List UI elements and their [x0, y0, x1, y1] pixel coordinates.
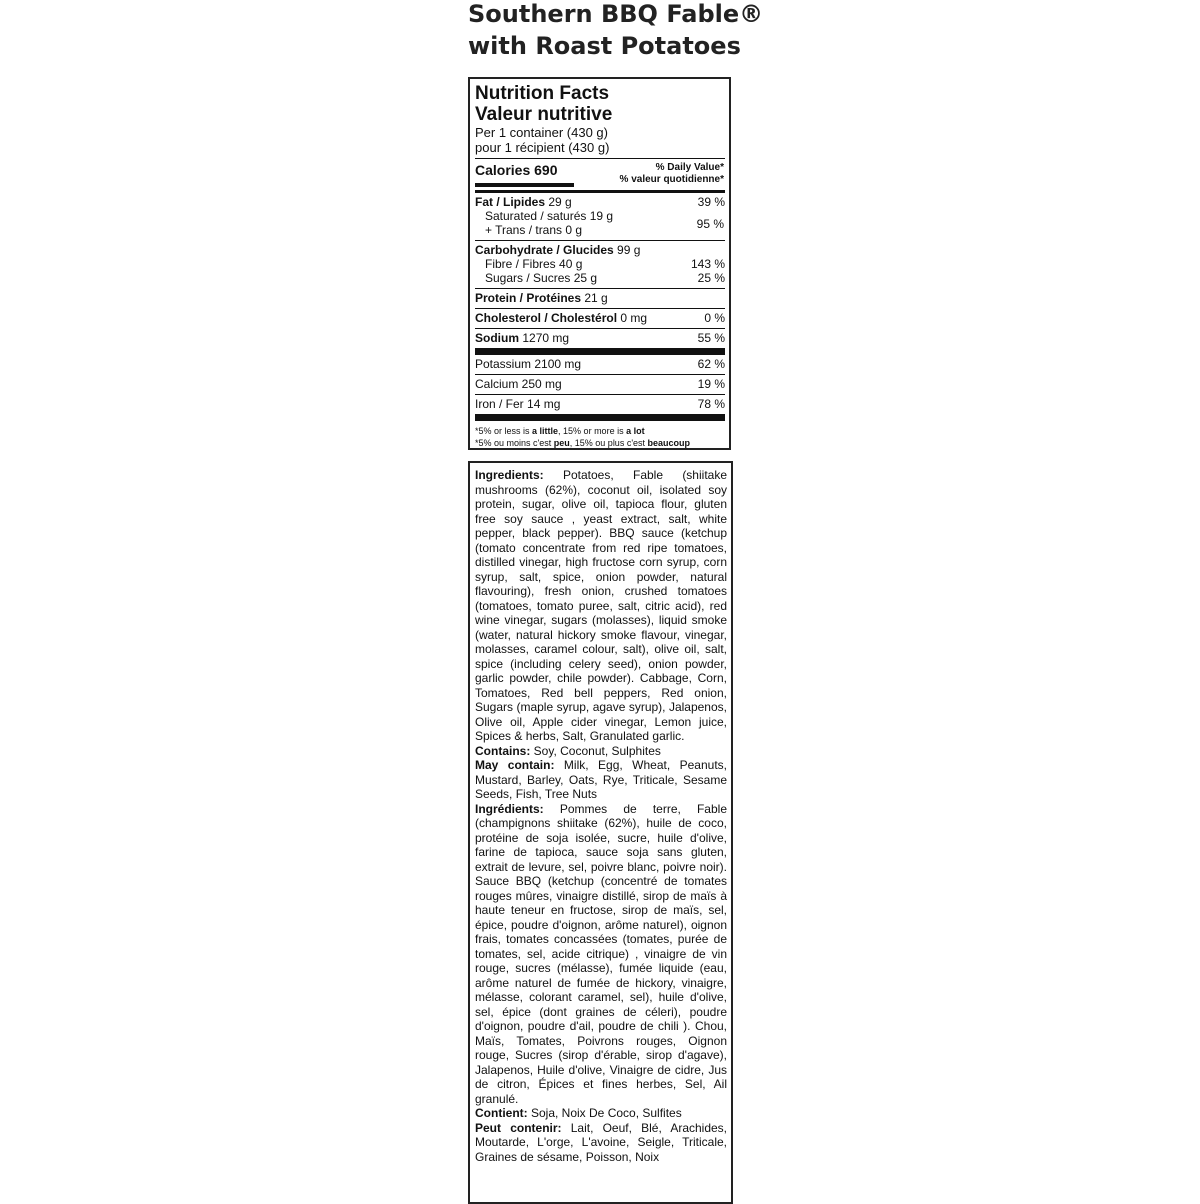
cholesterol-label: Cholesterol / Cholestérol [475, 311, 618, 325]
fat-label: Fat / Lipides [475, 195, 546, 209]
fat-block [475, 193, 725, 240]
peut-contenir-text: Lait, Oeuf, Blé, Arachides, Moutarde, L'orge, L'avoine, Seigle, Triticale, Graines de sésame, Poisson, Noix [475, 1120, 728, 1164]
footnote-text: , 15% ou plus c'est [569, 438, 648, 448]
trans-label: + Trans / trans 0 g [485, 223, 583, 237]
contains-en [475, 744, 727, 759]
cholesterol-dv: 0 % [704, 311, 725, 325]
calories-bar [475, 183, 574, 187]
carbohydrate-row [475, 241, 725, 257]
product-title-line-2: with Roast Potatoes [468, 32, 741, 60]
protein-row [475, 289, 725, 308]
calories-value: 690 [534, 162, 558, 178]
fat-dv: 39 % [697, 195, 725, 209]
daily-value-fr: % valeur quotidienne* [619, 174, 724, 185]
may-contain-label: May contain: [475, 758, 555, 772]
potassium-row [475, 355, 725, 374]
contient-label: Contient: [475, 1106, 528, 1120]
calories-label: Calories [475, 162, 531, 178]
calcium-dv: 19 % [697, 377, 725, 391]
may-contain-text: Milk, Egg, Wheat, Peanuts, Mustard, Barley, Oats, Rye, Triticale, Sesame Seeds, Fish, Tree Nuts [475, 758, 727, 801]
calories-text [475, 162, 558, 178]
footnote-text: , 15% or more is [558, 426, 627, 436]
fat-amount: 29 g [548, 195, 572, 209]
footnote [475, 421, 725, 449]
fibre-row [475, 257, 725, 271]
potassium-dv: 62 % [697, 357, 725, 371]
sodium-row [475, 329, 725, 348]
product-title-line-1: Southern BBQ Fable® [468, 0, 764, 28]
cholesterol-amount: 0 mg [620, 311, 648, 325]
sat-trans-block [475, 209, 725, 237]
product-title [468, 0, 788, 62]
footnote-text: *5% or less is [475, 426, 533, 436]
carb-label: Carbohydrate / Glucides [475, 243, 614, 257]
contient-text: Soja, Noix De Coco, Sulfites [527, 1106, 682, 1120]
ingredients-en-text: Potatoes, Fable (shiitake mushrooms (62%), coconut oil, isolated soy protein, sugar, olive oil, tapioca flour, gluten free soy sauce , yeast extract, salt, white pepper, black pepper). BBQ sauce (ketchup (tomato concentrate from red ripe tomatoes, distilled vinegar, high fructose corn syrup, corn syrup, salt, spice, onion powder, natural flavouring), fresh onion, crushed tomatoes (tomatoes, tomato puree, salt, citric acid), red wine vinegar, sugars (molasses), liquid smoke (water, natural hickory smoke flavour, vinegar, molasses, caramel colour, salt), olive oil, salt, spice (including celery seed), onion powder, garlic powder, chile powder). Cabbage, Corn, Tomatoes, Red bell peppers, Red onion, Sugars (maple syrup, agave syrup), Jalapenos, Olive oil, Apple cider vinegar, Lemon juice, Spices & herbs, Salt, Granulated garlic. [475, 468, 727, 743]
fibre-label: Fibre / Fibres 40 g [485, 257, 583, 271]
serving-size-fr: pour 1 récipient (430 g) [475, 140, 610, 155]
sodium-amount: 1270 mg [522, 331, 570, 345]
fat-row [475, 193, 725, 209]
daily-value-en: % Daily Value* [655, 162, 724, 173]
footnote-bold: a little [532, 426, 559, 436]
ingredients-fr-text: Pommes de terre, Fable (champignons shiitake (62%), huile de coco, protéine de soja isolée, sucre, huile d'olive, farine de tapioca, sauce soja sans gluten, extrait de levure, sel, poivre blanc, poivre noir). Sauce BBQ (ketchup (concentré de tomates rouges mûres, vinaigre distillé, sirop de maïs à haute teneur en fructose, sirop de maïs, sel, épice, poudre d'oignon, arôme naturel), oignon frais, tomates concassées (tomates, purée de tomates, sel, acide citrique) , vinaigre de vin rouge, sucres (mélasse), fumée liquide (eau, arôme naturel de fumée de hickory, vinaigre, mélasse, colorant caramel, sel), huile d'olive, sel, épice (dont graines de céleri), poudre d'oignon, poudre d'ail, poudre de chili ). Chou, Maïs, Tomates, Poivrons rouges, Oignon rouge, Sucres (sirop d'érable, sirop d'agave), Jalapenos, Huile d'olive, Vinaigre de cidre, Jus de citron, Épices et fines herbes, Sel, Ail granulé. [475, 801, 727, 1106]
carb-amount: 99 g [617, 243, 641, 257]
daily-value-header [620, 162, 724, 186]
potassium-label: Potassium 2100 mg [475, 357, 582, 371]
iron-label: Iron / Fer 14 mg [475, 397, 561, 411]
ingredients-en-label: Ingredients: [475, 468, 544, 482]
nutrition-title-en: Nutrition Facts [475, 83, 610, 104]
iron-dv: 78 % [697, 397, 725, 411]
footnote-bold: beaucoup [647, 438, 691, 448]
saturated-row [475, 209, 725, 223]
ingredients-en [475, 468, 727, 744]
calcium-label: Calcium 250 mg [475, 377, 562, 391]
divider [475, 414, 725, 421]
divider [475, 348, 725, 355]
sugars-label: Sugars / Sucres 25 g [485, 271, 598, 285]
contains-fr [475, 1106, 727, 1121]
may-contain-fr [475, 1121, 727, 1165]
protein-amount: 21 g [584, 291, 608, 305]
peut-contenir-label: Peut contenir: [475, 1120, 562, 1135]
fibre-dv: 143 % [690, 257, 725, 271]
calcium-row [475, 375, 725, 394]
calories-row [475, 160, 725, 190]
footnote-en [475, 425, 725, 437]
may-contain-en [475, 758, 727, 802]
sugars-dv: 25 % [697, 271, 725, 285]
ingredients-panel [468, 461, 733, 1204]
sodium-dv: 55 % [697, 331, 725, 345]
cholesterol-row [475, 309, 725, 328]
sat-trans-dv: 95 % [696, 217, 724, 231]
protein-label: Protein / Protéines [475, 291, 582, 305]
footnote-fr [475, 437, 725, 449]
nutrition-title-fr: Valeur nutritive [475, 104, 613, 125]
footnote-bold: a lot [626, 426, 645, 436]
divider [475, 158, 725, 159]
sodium-label: Sodium [475, 331, 519, 345]
contains-text: Soy, Coconut, Sulphites [530, 743, 661, 758]
footnote-bold: peu [553, 438, 570, 448]
serving-size-en: Per 1 container (430 g) [475, 125, 608, 140]
trans-row [475, 223, 725, 237]
saturated-label: Saturated / saturés 19 g [485, 209, 614, 223]
nutrition-facts-table [468, 77, 731, 450]
sugars-row [475, 271, 725, 288]
iron-row [475, 395, 725, 414]
contains-label: Contains: [475, 743, 531, 758]
ingredients-fr-label: Ingrédients: [475, 801, 544, 816]
footnote-text: *5% ou moins c'est [475, 438, 554, 448]
ingredients-fr [475, 802, 727, 1107]
